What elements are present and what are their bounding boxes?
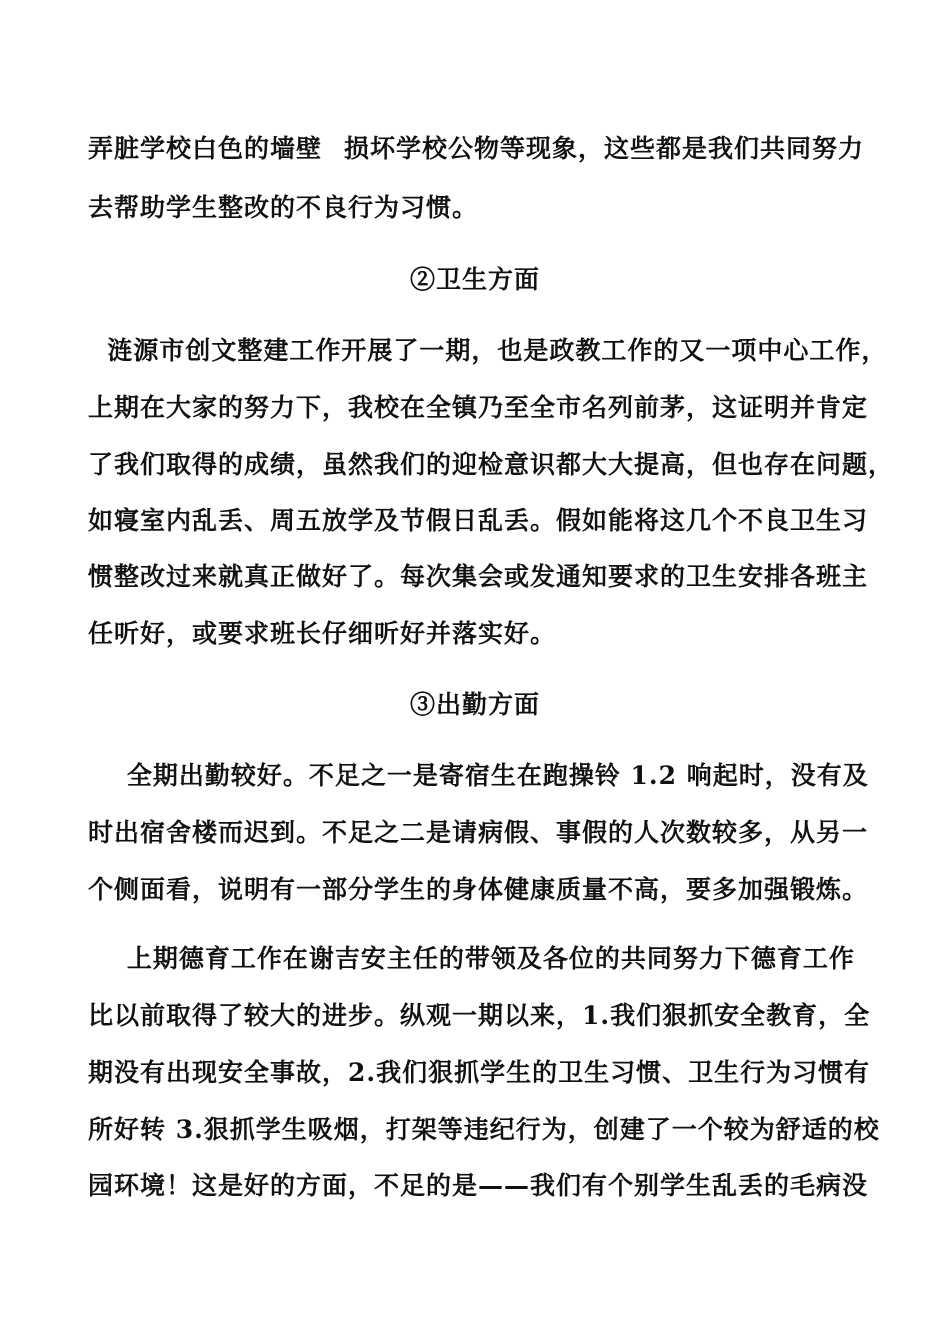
paragraph-1-line-1-part-2: 损坏学校公物等现象，这些都是我们共同努力 [344,134,865,163]
paragraph-1-line-1 [88,131,868,167]
paragraph-1-line-2: 去帮助学生整改的不良行为习惯。 [88,193,479,222]
paragraph-3-line-3: 个侧面看，说明有一部分学生的身体健康质量不高，要多加强锻炼。 [88,875,869,904]
heading-hygiene: ②卫生方面 [409,265,540,294]
paragraph-4-line-4: 所好转 3.狠抓学生吸烟，打架等违纪行为，创建了一个较为舒适的校 [88,1115,880,1144]
paragraph-3-line-1: 全期出勤较好。不足之一是寄宿生在跑操铃 1.2 响起时，没有及 [88,761,869,790]
paragraph-2-line-1: 涟源市创文整建工作开展了一期，也是政教工作的又一项中心工作， [88,336,888,365]
paragraph-2-line-4: 如寝室内乱丢、周五放学及节假日乱丢。假如能将这几个不良卫生习 [88,506,869,535]
paragraph-1-line-1-part-1: 弄脏学校白色的墙壁 [88,134,323,163]
paragraph-2-line-3: 了我们取得的成绩，虽然我们的迎检意识都大大提高，但也存在问题， [88,450,895,479]
paragraph-2-line-5: 惯整改过来就真正做好了。每次集会或发通知要求的卫生安排各班主 [88,562,869,591]
paragraph-4-line-3: 期没有出现安全事故，2.我们狠抓学生的卫生习惯、卫生行为习惯有 [88,1058,871,1087]
paragraph-2-line-2: 上期在大家的努力下，我校在全镇乃至全市名列前茅，这证明并肯定 [88,393,869,422]
paragraph-4-line-5: 园环境！这是好的方面，不足的是——我们有个别学生乱丢的毛病没 [88,1171,869,1200]
heading-attendance: ③出勤方面 [409,690,540,719]
paragraph-4-line-1: 上期德育工作在谢吉安主任的带领及各位的共同努力下德育工作 [88,944,855,973]
paragraph-4-line-2: 比以前取得了较大的进步。纵观一期以来，1.我们狠抓安全教育，全 [88,1001,871,1030]
paragraph-2-line-6: 任听好，或要求班长仔细听好并落实好。 [88,619,557,648]
paragraph-3-line-2: 时出宿舍楼而迟到。不足之二是请病假、事假的人次数较多，从另一 [88,818,869,847]
